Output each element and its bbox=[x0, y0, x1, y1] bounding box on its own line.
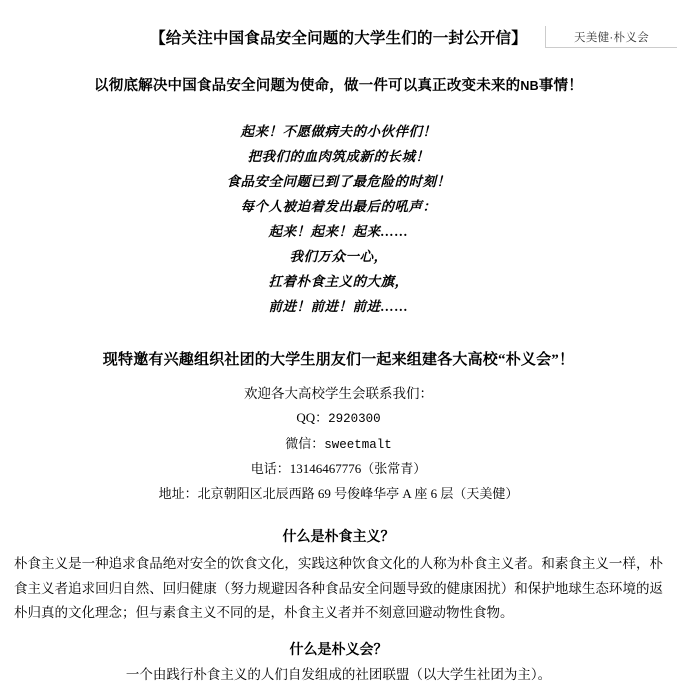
welcome-text: 欢迎各大高校学生会联系我们： bbox=[244, 386, 433, 401]
subtitle-text-post: 事情！ bbox=[538, 78, 583, 94]
section-heading-puyihui: 什么是朴义会？ bbox=[289, 642, 388, 658]
page-title: 【给关注中国食品安全问题的大学生们的一封公开信】 bbox=[150, 30, 527, 47]
contact-label: 微信： bbox=[285, 435, 325, 451]
poem-line: 把我们的血肉筑成新的长城！ bbox=[247, 149, 430, 164]
invitation-heading: 现特邀有兴趣组织社团的大学生朋友们一起来组建各大高校“朴义会”！ bbox=[102, 352, 575, 368]
section-body-puyihui: 一个由践行朴食主义的人们自发组成的社团联盟（以大学生社团为主）。 bbox=[125, 666, 552, 682]
contact-label: 电话： bbox=[250, 461, 290, 476]
contact-item-phone bbox=[0, 457, 677, 482]
contact-label: 地址： bbox=[158, 485, 198, 501]
poem-line: 我们万众一心， bbox=[289, 249, 388, 264]
poem-block bbox=[0, 119, 677, 319]
contact-label: QQ： bbox=[296, 410, 329, 425]
page-subtitle bbox=[0, 74, 677, 95]
corner-badge-label: 天美健·朴义会 bbox=[574, 31, 649, 44]
poem-line: 每个人被迫着发出最后的吼声： bbox=[240, 199, 437, 214]
poem-line: 前进！前进！前进…… bbox=[268, 299, 409, 314]
document-body bbox=[0, 26, 677, 687]
poem-line: 食品安全问题已到了最危险的时刻！ bbox=[226, 174, 451, 189]
contact-value: 2920300 bbox=[328, 412, 381, 426]
corner-badge bbox=[545, 26, 677, 48]
contact-item-qq bbox=[0, 406, 677, 432]
section-heading-pushi-zhuyi: 什么是朴食主义？ bbox=[282, 530, 395, 545]
contact-value: 13146467776（张常青） bbox=[289, 461, 427, 476]
section-body-pushi-zhuyi: 朴食主义是一种追求食品绝对安全的饮食文化，实践这种饮食文化的人称为朴食主义者。和素食主义一样，朴食主义者追求回归自然、回归健康（努力规避因各种食品安全问题导致的健康困扰）和保护地球生态环境的返朴归真的文化理念；但与素食主义不同的是，朴食主义者并不刻意回避动物性食物。 bbox=[14, 556, 663, 620]
contact-value: sweetmalt bbox=[324, 437, 392, 452]
poem-line: 扛着朴食主义的大旗， bbox=[268, 274, 409, 289]
subtitle-text-pre: 以彻底解决中国食品安全问题为使命，做一件可以真正改变未来的 bbox=[94, 78, 521, 94]
subtitle-nb: NB bbox=[520, 79, 539, 93]
contact-value: 北京朝阳区北辰西路 69 号俊峰华亭 A 座 6 层（天美健） bbox=[197, 485, 519, 501]
contact-item-address bbox=[0, 482, 677, 507]
poem-line: 起来！起来！起来…… bbox=[268, 224, 409, 239]
contact-item-wechat bbox=[0, 432, 677, 458]
poem-line: 起来！不愿做病夫的小伙伴们！ bbox=[240, 124, 437, 139]
